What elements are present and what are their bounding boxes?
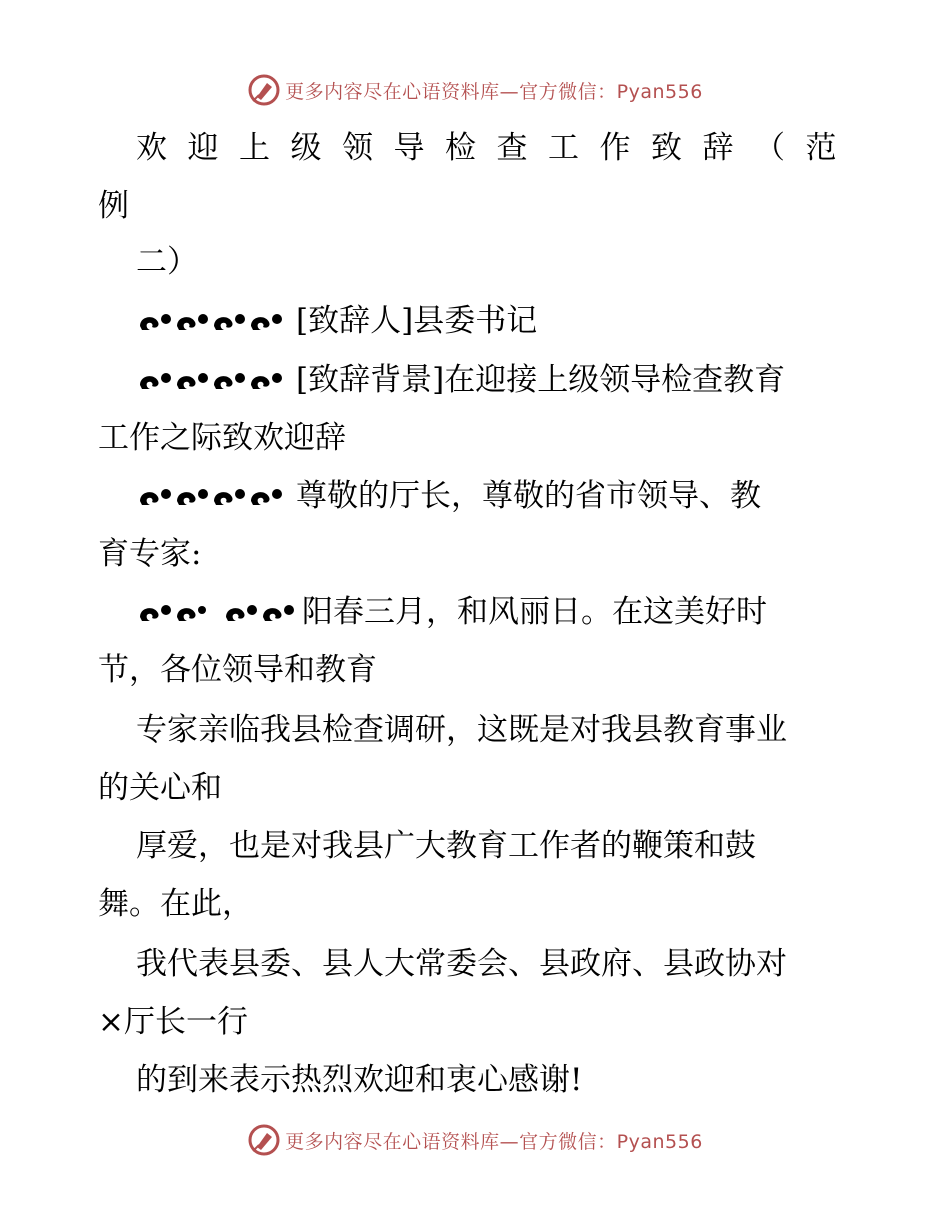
- salutation-line-1: [0, 476, 950, 516]
- header-banner-text: 更多内容尽在心语资料库—官方微信：Pyan556: [285, 80, 703, 103]
- paragraph-1-text-1: 阳春三月，和风丽日。在这美好时: [302, 594, 767, 630]
- paragraph-1-text-2: 节，各位领导和教育: [98, 652, 377, 688]
- title-text-3: 二）: [136, 244, 198, 280]
- paragraph-5-line-1: [0, 1060, 950, 1100]
- paragraph-2-line-1: [0, 710, 950, 750]
- paragraph-4-text-2: ×厅长一行: [98, 1004, 248, 1040]
- salutation-text-2: 育专家:: [98, 536, 202, 572]
- paragraph-2-text-2: 的关心和: [98, 770, 222, 806]
- fleuron-ornament-icon: [136, 601, 206, 623]
- pen-logo-icon: [247, 73, 281, 107]
- paragraph-3-line-1: [0, 826, 950, 866]
- paragraph-4-line-1: [0, 944, 950, 984]
- paragraph-4-text-1: 我代表县委、县人大常委会、县政府、县政协对: [136, 946, 787, 982]
- pen-logo-icon: [247, 1123, 281, 1157]
- paragraph-5-text-1: 的到来表示热烈欢迎和衷心感谢!: [136, 1062, 583, 1098]
- paragraph-3-line-2: [0, 884, 950, 924]
- paragraph-2-line-2: [0, 768, 950, 808]
- footer-banner: [0, 1120, 950, 1160]
- footer-banner-text: 更多内容尽在心语资料库—官方微信：Pyan556: [285, 1130, 703, 1153]
- paragraph-2-text-1: 专家亲临我县检查调研，这既是对我县教育事业: [136, 712, 787, 748]
- fleuron-ornament-icon: [136, 310, 296, 332]
- header-banner: [0, 70, 950, 110]
- fleuron-ornament-icon: [136, 369, 296, 391]
- paragraph-1-line-1: [0, 592, 950, 632]
- background-line-2: [0, 418, 950, 458]
- background-line-1: [0, 360, 950, 400]
- salutation-line-2: [0, 534, 950, 574]
- speaker-text: [致辞人]县委书记: [296, 303, 538, 339]
- paragraph-3-text-1: 厚爱，也是对我县广大教育工作者的鞭策和鼓: [136, 828, 756, 864]
- title-line-3: [0, 242, 950, 282]
- paragraph-3-text-2: 舞。在此，: [98, 886, 253, 922]
- background-text-2: 工作之际致欢迎辞: [98, 420, 346, 456]
- title-line-2: [0, 186, 950, 226]
- speaker-line: [0, 301, 950, 341]
- paragraph-4-line-2: [0, 1002, 950, 1042]
- title-line-1: [0, 128, 950, 168]
- fleuron-ornament-icon: [136, 485, 296, 507]
- fleuron-ornament-icon: [222, 601, 302, 623]
- salutation-text-1: 尊敬的厅长，尊敬的省市领导、教: [296, 478, 761, 514]
- background-text-1: [致辞背景]在迎接上级领导检查教育: [296, 362, 786, 398]
- title-text-1: 欢迎上级领导检查工作致辞（范: [136, 130, 857, 166]
- paragraph-1-line-2: [0, 650, 950, 690]
- title-text-2: 例: [98, 188, 129, 224]
